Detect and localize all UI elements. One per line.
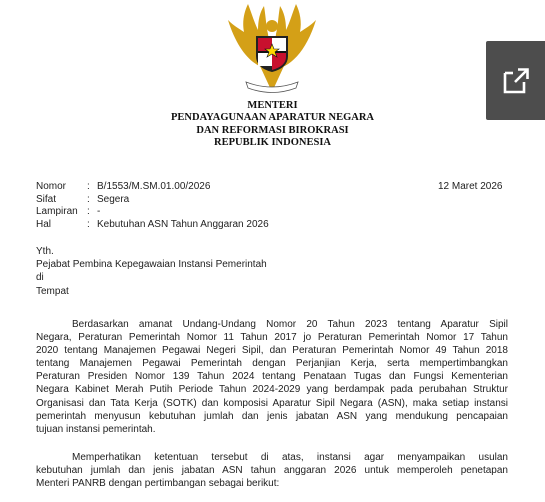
garuda-emblem [224, 0, 320, 96]
paragraph-line: Berdasarkan amanat Undang-Undang Nomor 20 Tahun 2023 tentang Aparatur Sipil [72, 319, 508, 330]
recipient-line: Pejabat Pembina Kepegawaian Instansi Pemerintah [36, 259, 267, 271]
meta-value: B/1553/M.SM.01.00/2026 [97, 181, 211, 192]
paragraph-line: Negara Kabinet Merah Putih Periode Tahun 2024-2029 yang berdampak pada perubahan Struktur [36, 384, 508, 396]
meta-row: Lampiran : - [36, 206, 101, 218]
recipient-line: Tempat [36, 285, 69, 297]
meta-value: Kebutuhan ASN Tahun Anggaran 2026 [97, 219, 269, 231]
paragraph-line: pemerintah menyusun kebutuhan jumlah dan jenis jabatan ASN yang mendukung pencapaian [36, 410, 508, 422]
meta-value: - [97, 206, 101, 218]
letterhead-line: REPUBLIK INDONESIA [214, 137, 331, 149]
letter-metadata [36, 181, 269, 232]
paragraph-line: Peraturan Presiden Nomor 139 Tahun 2024 tentang Penataan Tugas dan Fungsi Kementerian [36, 371, 508, 383]
paragraph-line: Negara, Peraturan Pemerintah Nomor 11 Tahun 2017 jo Peraturan Pemerintah Nomor 17 Tahun [36, 332, 508, 344]
paragraph-line: tentang Manajemen Pegawai Pemerintah dengan Perjanjian Kerja, serta mempertimbangkan [36, 358, 508, 370]
recipient-line: di [36, 272, 44, 284]
meta-label: Hal [36, 219, 52, 231]
body-paragraph-2 [36, 451, 508, 490]
meta-label: Nomor [36, 181, 67, 192]
meta-row: Sifat : Segera [36, 193, 130, 205]
open-external-button[interactable] [486, 41, 545, 120]
letter-date: 12 Maret 2026 [438, 181, 503, 192]
body-paragraph-1 [36, 318, 508, 436]
letterhead-line: PENDAYAGUNAAN APARATUR NEGARA [170, 112, 374, 124]
open-external-icon [501, 66, 531, 96]
paragraph-line: Menteri PANRB dengan pertimbangan sebagai berikut: [36, 478, 280, 490]
meta-label: Lampiran [36, 206, 78, 218]
paragraph-line: Organisasi dan Tata Kerja (SOTK) dan komposisi Aparatur Sipil Negara (ASN), maka setiap instansi [36, 397, 508, 409]
meta-label: Sifat [36, 193, 57, 205]
letterhead-line: MENTERI [247, 100, 298, 111]
meta-row: Hal : Kebutuhan ASN Tahun Anggaran 2026 [36, 219, 269, 231]
paragraph-line: tujuan instansi pemerintah. [36, 423, 156, 435]
paragraph-line: Memperhatikan ketentuan tersebut di atas, instansi agar menyampaikan usulan [72, 452, 508, 463]
recipient-block [36, 245, 267, 298]
letterhead [140, 100, 405, 150]
recipient-line: Yth. [36, 246, 54, 257]
meta-value: Segera [97, 193, 130, 205]
meta-row: Nomor : B/1553/M.SM.01.00/2026 [36, 181, 211, 192]
paragraph-line: kebutuhan jumlah dan jenis jabatan ASN tahun anggaran 2026 untuk memperoleh penetapan [36, 465, 508, 477]
letterhead-line: DAN REFORMASI BIROKRASI [196, 124, 349, 136]
paragraph-line: 2020 tentang Manajemen Pegawai Negeri Sipil, dan Peraturan Pemerintah Nomor 49 Tahun 2018 [36, 345, 508, 357]
